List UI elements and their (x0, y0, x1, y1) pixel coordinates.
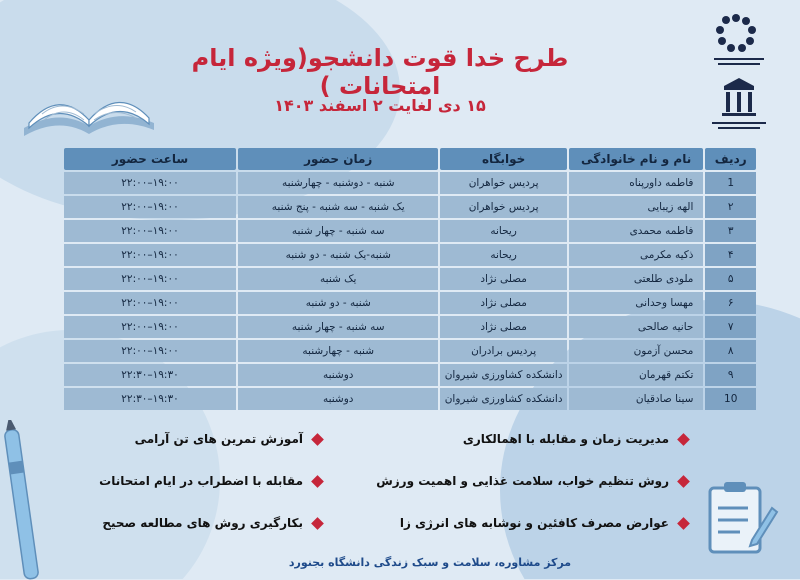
cell-name: الهه زیبایی (569, 196, 704, 218)
cell-row-number: 10 (705, 388, 756, 410)
cell-name: ملودی طلعتی (569, 268, 704, 290)
cell-dorm: مصلی نژاد (440, 316, 566, 338)
header-dorm: خوابگاه (440, 148, 566, 170)
cell-hours: ۱۹:۳۰–۲۲:۳۰ (64, 364, 236, 386)
cell-days: سه شنبه - چهار شنبه (238, 220, 438, 242)
cell-dorm: ریحانه (440, 220, 566, 242)
page-title: طرح خدا قوت دانشجو(ویژه ایام امتحانات ) (191, 44, 569, 100)
table-row (64, 388, 756, 410)
header-name: نام و نام خانوادگی (569, 148, 704, 170)
cell-name: فاطمه محمدی (569, 220, 704, 242)
table-row (64, 316, 756, 338)
diamond-bullet-icon (311, 433, 324, 446)
tip-text: عوارض مصرف کافئین و نوشابه های انرژی زا (399, 516, 669, 530)
cell-dorm: مصلی نژاد (440, 292, 566, 314)
tip-text: بکارگیری روش های مطالعه صحیح (102, 516, 303, 530)
cell-hours: ۱۹:۰۰–۲۲:۰۰ (64, 268, 236, 290)
cell-days: سه شنبه - چهار شنبه (238, 316, 438, 338)
tip-item (376, 474, 688, 488)
tip-item (102, 516, 322, 530)
cell-days: شنبه-یک شنبه - دو شنبه (238, 244, 438, 266)
cell-hours: ۱۹:۰۰–۲۲:۰۰ (64, 196, 236, 218)
cell-hours: ۱۹:۰۰–۲۲:۰۰ (64, 172, 236, 194)
cell-name: حانیه صالحی (569, 316, 704, 338)
cell-days: یک شنبه (238, 268, 438, 290)
clipboard-icon (700, 478, 780, 558)
cell-row-number: ۴ (705, 244, 756, 266)
cell-hours: ۱۹:۳۰–۲۲:۳۰ (64, 388, 236, 410)
cell-dorm: پردیس خواهران (440, 196, 566, 218)
cell-days: یک شنبه - سه شنبه - پنج شنبه (238, 196, 438, 218)
cell-days: شنبه - چهارشنبه (238, 340, 438, 362)
table-row (64, 244, 756, 266)
cell-hours: ۱۹:۰۰–۲۲:۰۰ (64, 220, 236, 242)
cell-row-number: ۲ (705, 196, 756, 218)
pen-icon (0, 420, 60, 580)
cell-hours: ۱۹:۰۰–۲۲:۰۰ (64, 244, 236, 266)
cell-days: شنبه - دوشنبه - چهارشنبه (238, 172, 438, 194)
cell-row-number: ۵ (705, 268, 756, 290)
cell-row-number: ۳ (705, 220, 756, 242)
diamond-bullet-icon (311, 475, 324, 488)
tip-text: روش تنظیم خواب، سلامت غذایی و اهمیت ورزش (376, 474, 669, 488)
cell-row-number: ۶ (705, 292, 756, 314)
diamond-bullet-icon (311, 517, 324, 530)
tip-item (463, 432, 688, 446)
header-row-number: ردیف (705, 148, 756, 170)
cell-row-number: 1 (705, 172, 756, 194)
cell-dorm: پردیس خواهران (440, 172, 566, 194)
cell-hours: ۱۹:۰۰–۲۲:۰۰ (64, 292, 236, 314)
cell-name: ذکیه مکرمی (569, 244, 704, 266)
table-row (64, 364, 756, 386)
cell-name: فاطمه داورپناه (569, 172, 704, 194)
cell-name: سینا صادقیان (569, 388, 704, 410)
cell-dorm: مصلی نژاد (440, 268, 566, 290)
cell-days: دوشنبه (238, 364, 438, 386)
cell-name: مهسا وحدانی (569, 292, 704, 314)
cell-hours: ۱۹:۰۰–۲۲:۰۰ (64, 340, 236, 362)
university-logo (706, 12, 772, 72)
diamond-bullet-icon (677, 475, 690, 488)
table-row (64, 172, 756, 194)
table-header-row (64, 148, 756, 170)
cell-name: تکتم قهرمان (569, 364, 704, 386)
cell-dorm: پردیس برادران (440, 340, 566, 362)
cell-days: دوشنبه (238, 388, 438, 410)
cell-days: شنبه - دو شنبه (238, 292, 438, 314)
diamond-bullet-icon (677, 517, 690, 530)
schedule-table (62, 146, 758, 412)
cell-hours: ۱۹:۰۰–۲۲:۰۰ (64, 316, 236, 338)
cell-dorm: ریحانه (440, 244, 566, 266)
table-row (64, 196, 756, 218)
header-hours: ساعت حضور (64, 148, 236, 170)
tip-text: مدیریت زمان و مقابله با اهمالکاری (462, 432, 669, 446)
cell-row-number: ۷ (705, 316, 756, 338)
tip-text: مقابله با اضطراب در ایام امتحانات (99, 474, 303, 488)
tip-item (135, 432, 322, 446)
table-row (64, 268, 756, 290)
counseling-center-logo (706, 76, 772, 136)
cell-name: محسن آزمون (569, 340, 704, 362)
cell-row-number: ۸ (705, 340, 756, 362)
table-row (64, 292, 756, 314)
tip-item (400, 516, 688, 530)
page-subtitle: ۱۵ دی لغایت ۲ اسفند ۱۴۰۳ (274, 96, 486, 115)
tip-item (99, 474, 322, 488)
tip-text: آموزش تمرین های تن آرامی (134, 432, 303, 446)
header-days: زمان حضور (238, 148, 438, 170)
cell-row-number: ۹ (705, 364, 756, 386)
cell-dorm: دانشکده کشاورزی شیروان (440, 364, 566, 386)
table-row (64, 220, 756, 242)
diamond-bullet-icon (677, 433, 690, 446)
table-row (64, 340, 756, 362)
footer-text: مرکز مشاوره، سلامت و سبک زندگی دانشگاه بجنورد (288, 556, 572, 569)
cell-dorm: دانشکده کشاورزی شیروان (440, 388, 566, 410)
